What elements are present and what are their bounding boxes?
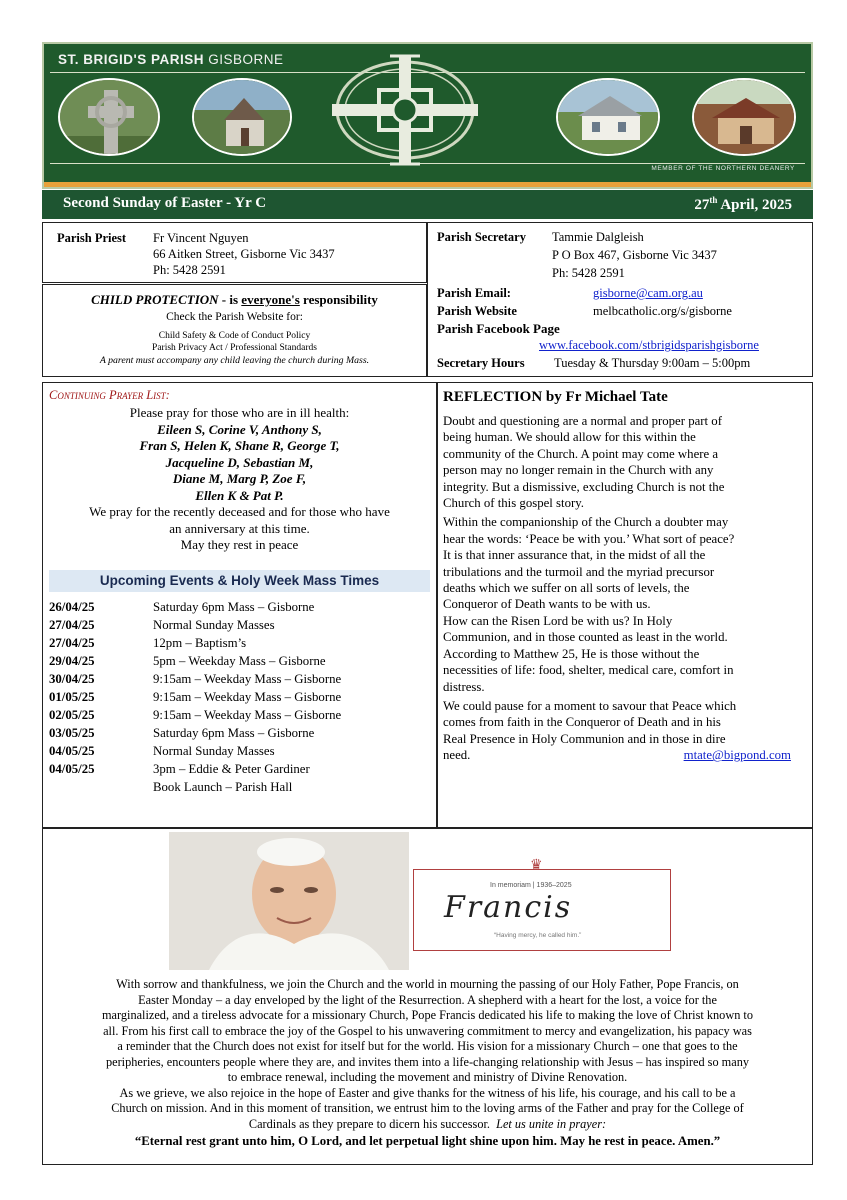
prayer-names-line: Fran S, Helen K, Shane R, George T, (139, 438, 340, 453)
event-date: 04/05/25 (49, 762, 95, 776)
email-label: Parish Email: (437, 286, 511, 300)
parish-email-link[interactable]: gisborne@cam.org.au (593, 286, 703, 300)
parish-building-photo (556, 78, 660, 156)
prayer-names-line: Diane M, Marg P, Zoe F, (172, 471, 307, 486)
prayer-list (43, 405, 436, 554)
secretary-name: Tammie Dalgleish (552, 230, 644, 244)
event-description: 12pm – Baptism’s (153, 636, 247, 650)
celtic-cross-photo (58, 78, 160, 156)
prayer-names-line: Ellen K & Pat P. (195, 487, 284, 503)
reflection-line: According to Matthew 25, He is those without the (443, 646, 700, 661)
title-bar (42, 190, 813, 219)
francis-signature: Francis (444, 890, 573, 925)
parish-secretary-box (427, 222, 813, 377)
reflection-line: How can the Risen Lord be with us? In Holy (443, 613, 673, 628)
liturgical-day-title: Second Sunday of Easter - Yr C (63, 195, 267, 211)
priest-address: 66 Aitken Street, Gisborne Vic 3437 (153, 247, 335, 261)
reflection-line: person may no longer remain in the Church with any (443, 463, 714, 478)
memoriam-line: Church on mission. And in this moment of transition, we entrust him to the loving arms of the Father and pray for the College of (111, 1101, 744, 1115)
secretary-phone: Ph: 5428 2591 (552, 266, 625, 280)
reflection-last-line (443, 747, 808, 763)
event-date: 26/04/25 (49, 600, 95, 614)
eternal-rest-prayer: “Eternal rest grant unto him, O Lord, and let perpetual light shine upon him. May he rest in peace. Amen.” (134, 1134, 721, 1148)
reflection-text (443, 413, 808, 764)
facebook-link[interactable]: www.facebook.com/stbrigidsparishgisborne (539, 338, 759, 352)
reflection-line: Church of this gospel story. (443, 496, 584, 511)
memoriam-text (47, 977, 808, 1150)
priest-phone: Ph: 5428 2591 (153, 263, 226, 277)
parent-accompany-text: A parent must accompany any child leaving the church during Mass. (99, 355, 370, 366)
prayer-list-heading: Continuing Prayer List: (49, 388, 170, 402)
child-protection-box (42, 284, 427, 377)
event-date: 01/05/25 (49, 690, 95, 704)
parish-hall-photo (692, 78, 796, 156)
event-description: Book Launch – Parish Hall (153, 780, 293, 794)
memoriam-line: a reminder that the Church does not exist for itself but for the world. His vision for a missionary Church – one that goes to the (117, 1039, 738, 1053)
memoriam-motto: “Having mercy, he called him.” (494, 932, 582, 939)
event-description: 9:15am – Weekday Mass – Gisborne (153, 690, 342, 704)
reflection-line: hear the words: ‘Peace be with you.’ What sort of peace? (443, 531, 735, 546)
anniversary-prayer: an anniversary at this time. (169, 520, 310, 536)
parish-banner (42, 42, 813, 189)
privacy-act-text: Parish Privacy Act / Professional Standards (152, 343, 317, 353)
event-description: Normal Sunday Masses (153, 618, 275, 632)
child-safety-policy-text: Child Safety & Code of Conduct Policy (158, 331, 311, 341)
memoriam-line: With sorrow and thankfulness, we join the Church and the world in mourning the passing of our Holy Father, Pope Francis, on (116, 977, 739, 991)
memoriam-line: marginalized, and a tireless advocate for a missionary Church, Pope Francis dedicated his life to making the love of Christ known to (101, 1008, 753, 1022)
reflection-line: Doubt and questioning are a normal and proper part of (443, 414, 722, 428)
child-protection-heading (43, 292, 426, 308)
in-memoriam-card (413, 869, 671, 951)
reflection-heading: REFLECTION by Fr Michael Tate (443, 389, 668, 405)
bulletin-date (694, 195, 792, 214)
event-description: 9:15am – Weekday Mass – Gisborne (153, 708, 342, 722)
reflection-line: integrity. But a dismissive, excluding Church is not the (443, 479, 725, 494)
memoriam-cardinals-text: Cardinals as they prepare to dicern his successor. (248, 1116, 490, 1131)
pope-francis-memoriam-box (42, 828, 813, 1165)
reflection-line: necessities of life: food, shelter, medical care, comfort in (443, 663, 734, 678)
reflection-line: We could pause for a moment to savour that Peace which (443, 698, 737, 713)
church-photo (192, 78, 292, 156)
memoriam-line: to embrace renewal, including the movement and ministry of Divine Renovation. (227, 1070, 628, 1084)
prayer-names-line: Jacqueline D, Sebastian M, (165, 454, 314, 470)
event-date: 03/05/25 (49, 726, 95, 740)
hours-label: Secretary Hours (437, 356, 525, 370)
facebook-label: Parish Facebook Page (437, 321, 560, 336)
parish-website-link[interactable]: melbcatholic.org/s/gisborne (593, 304, 732, 318)
event-date: 29/04/25 (49, 654, 95, 668)
prayer-events-box (42, 382, 437, 828)
event-date: 27/04/25 (49, 636, 95, 650)
date-month-year: April, 2025 (717, 197, 792, 213)
date-day: 27 (694, 197, 710, 213)
banner-parish-bold: ST. BRIGID'S PARISH (58, 52, 204, 67)
deceased-prayer: We pray for the recently deceased and for those who have (89, 504, 390, 519)
child-protection-title: CHILD PROTECTION (91, 292, 219, 307)
child-protection-everyone: everyone's (241, 292, 300, 307)
rest-in-peace: May they rest in peace (180, 537, 299, 552)
memoriam-line: peripheries, encounters people where they are, and invites them into a life-changing relationship with Jesus – has inspired so many (105, 1054, 750, 1069)
event-date: 30/04/25 (49, 672, 95, 686)
reflection-line: It is that inner assurance that, in the midst of all the (443, 548, 706, 563)
in-memoriam-dates: In memoriam | 1936–2025 (490, 882, 572, 889)
papal-crest-icon: ♛ (530, 858, 543, 873)
event-date: 02/05/25 (49, 708, 95, 722)
pope-francis-photo (169, 832, 409, 970)
secretary-label: Parish Secretary (437, 230, 526, 244)
reflection-box (437, 382, 813, 828)
reflection-line: Real Presence in Holy Communion and in those in dire (443, 731, 726, 746)
child-protection-end: responsibility (299, 292, 378, 307)
reflection-line: Conqueror of Death wants to be with us. (443, 597, 651, 612)
event-date: 04/05/25 (49, 744, 95, 758)
parish-priest-box (42, 222, 427, 283)
prayer-names-line: Eileen S, Corine V, Anthony S, (157, 421, 322, 437)
reflection-line: tribulations and the turmoil and the myriad precursor (443, 564, 715, 579)
prayer-intro: Please pray for those who are in ill health: (129, 405, 350, 420)
event-description: 9:15am – Weekday Mass – Gisborne (153, 672, 342, 686)
child-protection-mid: - is (218, 292, 242, 307)
reflection-line: deaths which we suffer on all sorts of levels, the (443, 581, 690, 596)
priest-name: Fr Vincent Nguyen (153, 231, 249, 245)
author-email-link[interactable]: mtate@bigpond.com (683, 748, 791, 763)
reflection-line: need. (443, 748, 471, 763)
event-description: Normal Sunday Masses (153, 744, 275, 758)
banner-parish-light: GISBORNE (208, 52, 284, 67)
event-description: Saturday 6pm Mass – Gisborne (153, 726, 315, 740)
memoriam-line (47, 1117, 808, 1133)
check-website-text: Check the Parish Website for: (166, 311, 303, 323)
memoriam-line: Easter Monday – a day enveloped by the light of the Resurrection. A shepherd with a heart for the lost, a voice for the (138, 992, 717, 1007)
events-heading: Upcoming Events & Holy Week Mass Times (49, 570, 430, 592)
event-date: 27/04/25 (49, 618, 95, 632)
reflection-line: distress. (443, 679, 485, 694)
deanery-member-text: MEMBER OF THE NORTHERN DEANERY (651, 165, 795, 172)
date-suffix: th (709, 195, 718, 205)
reflection-line: being human. We should allow for this within the (443, 430, 696, 445)
event-description: 5pm – Weekday Mass – Gisborne (153, 654, 326, 668)
reflection-line: comes from faith in the Conqueror of Death and in his (443, 715, 721, 730)
website-label: Parish Website (437, 304, 517, 318)
event-description: Saturday 6pm Mass – Gisborne (153, 600, 315, 614)
reflection-line: Communion, and in those counted as least in the world. (443, 630, 728, 645)
priest-label: Parish Priest (57, 231, 127, 245)
memoriam-line: all. From his first call to embrace the joy of the Gospel to his unwavering commitment to mercy and evangelization, his papacy was (103, 1023, 752, 1038)
secretary-address: P O Box 467, Gisborne Vic 3437 (552, 248, 717, 262)
memoriam-line: As we grieve, we also rejoice in the hope of Easter and give thanks for the witness of his life, his courage, and his call to be a (119, 1085, 736, 1100)
reflection-line: Within the companionship of the Church a doubter may (443, 515, 729, 530)
banner-parish-name (58, 52, 284, 67)
event-description: 3pm – Eddie & Peter Gardiner (153, 762, 310, 776)
unite-in-prayer-text: Let us unite in prayer: (496, 1116, 607, 1131)
secretary-hours: Tuesday & Thursday 9:00am – 5:00pm (554, 356, 751, 370)
reflection-line: community of the Church. A point may come where a (443, 446, 719, 461)
banner-accent-stripe (44, 182, 811, 187)
brigid-cross-emblem (330, 54, 480, 171)
